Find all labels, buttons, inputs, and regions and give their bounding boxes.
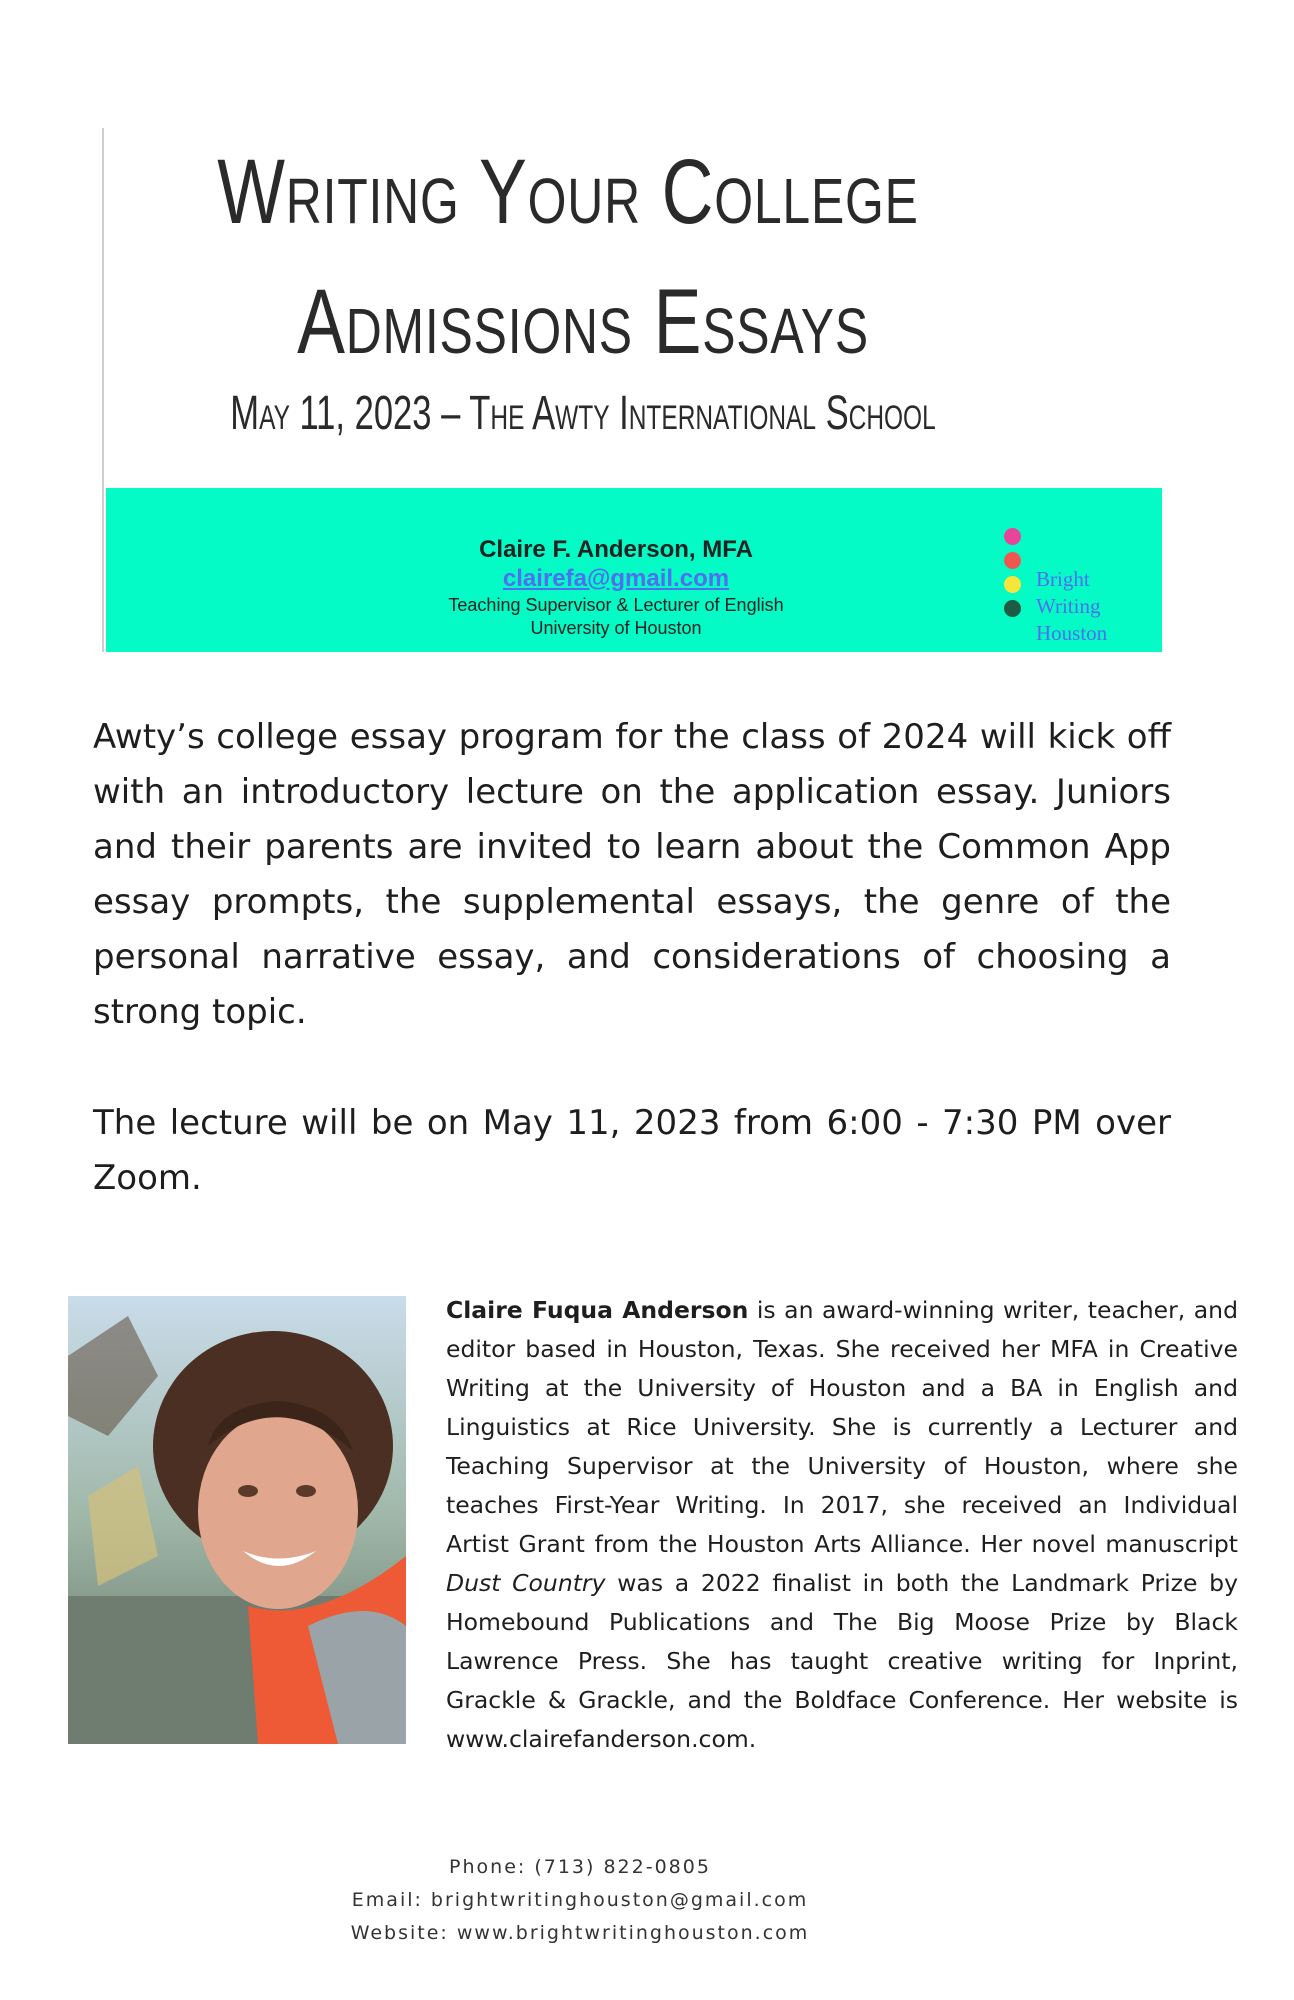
program-description: Awty’s college essay program for the class of 2024 will kick off with an introductory lecture on the application essay. Juniors and their parents are invited to learn about the Common App essay prompts, the supplemental essays, the genre of the personal narrative essay, and considerations of choosing a strong topic. <box>93 717 1171 1032</box>
footer-website: Website: www.brightwritinghouston.com <box>350 1922 810 1944</box>
presenter-role: Teaching Supervisor & Lecturer of English <box>448 594 784 615</box>
footer-phone: Phone: (713) 822-0805 <box>449 1856 711 1878</box>
event-title-line-1: Writing Your College <box>217 141 919 243</box>
event-banner <box>102 128 1162 652</box>
presenter-bio <box>446 1291 1238 1759</box>
bio-text-2: was a 2022 finalist in both the Landmark Prize by Homebound Publications and The Big Moose Prize by Black Lawrence Press. She has taught creative writing for Inprint, Grackle & Grackle, and the Boldface Conference. Her website is www.clairefanderson.com. <box>446 1569 1238 1753</box>
logo-dot-icon <box>1004 552 1021 569</box>
presenter-photo <box>68 1296 406 1744</box>
presenter-email-link[interactable]: clairefa@gmail.com <box>502 564 730 592</box>
bio-book-title: Dust Country <box>446 1569 606 1597</box>
presenter-institution: University of Houston <box>530 617 702 638</box>
logo-word-2: Writing <box>1036 594 1101 618</box>
presenter-name: Claire F. Anderson, MFA <box>479 536 753 563</box>
footer-email: Email: brightwritinghouston@gmail.com <box>351 1889 809 1911</box>
event-date-venue: May 11, 2023 – The Awty International School <box>230 387 936 440</box>
logo-word-3: Houston <box>1036 621 1108 645</box>
presenter-band <box>106 488 1162 652</box>
bio-name: Claire Fuqua Anderson <box>446 1296 749 1324</box>
logo-dot-icon <box>1004 576 1021 593</box>
lecture-details: The lecture will be on May 11, 2023 from 6:00 - 7:30 PM over Zoom. <box>93 1103 1171 1198</box>
bright-writing-houston-logo <box>1004 528 1154 648</box>
logo-dot-icon <box>1004 528 1021 545</box>
logo-word-1: Bright <box>1036 567 1090 591</box>
event-title-line-2: Admissions Essays <box>297 271 869 373</box>
logo-text <box>1036 566 1107 647</box>
logo-dot-icon <box>1004 600 1021 617</box>
bio-text-1: is an award-winning writer, teacher, and editor based in Houston, Texas. She received her MFA in Creative Writing at the University of Houston and a BA in English and Linguistics at Rice University. She is currently a Lecturer and Teaching Supervisor at the University of Houston, where she teaches First-Year Writing. In 2017, she received an Individual Artist Grant from the Houston Arts Alliance. Her novel manuscript <box>446 1296 1238 1558</box>
presenter-card <box>406 536 826 640</box>
